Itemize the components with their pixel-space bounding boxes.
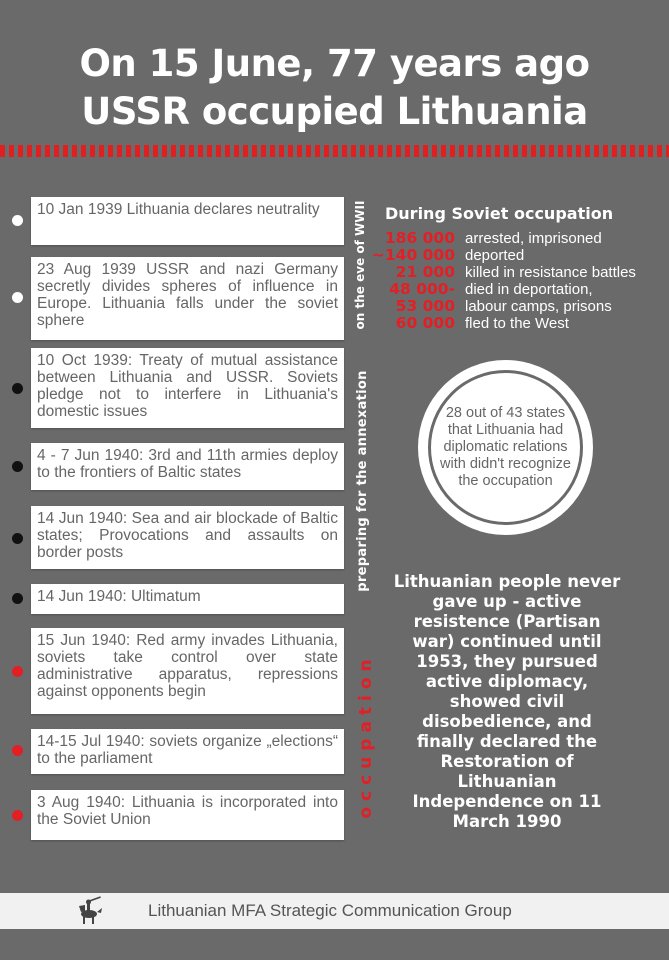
stat-label: arrested, imprisoned [465,230,602,247]
recognition-circle [418,360,593,535]
timeline-dot-black [12,533,23,544]
stat-number: 186 000 [384,229,455,247]
timeline-event-1940-jun-15: 15 Jun 1940: Red army invades Lithuania, soviets take control over state administrative apparatus, repressions against opponents begin [31,628,344,714]
stat-row [340,298,660,315]
timeline-dot-red [12,745,23,756]
footer-credit: Lithuanian MFA Strategic Communication Group [148,901,512,920]
footer-bar [0,893,669,929]
timeline-dot-black [12,383,23,394]
stat-row [340,247,660,264]
stat-label: killed in resistance battles [465,264,636,281]
vytis-knight-icon [75,896,105,926]
timeline-event-1940-aug: 3 Aug 1940: Lithuania is incorporated into the Soviet Union [31,790,344,840]
stat-label: deported [465,247,525,264]
timeline-dot-black [12,461,23,472]
stat-number: 53 000 [395,297,455,315]
stat-number: ~140 000 [371,246,455,264]
stat-number: 60 000 [395,314,455,332]
stat-label: died in deportation, [465,281,593,298]
timeline-dot-red [12,666,23,677]
stat-label: labour camps, prisons [465,298,612,315]
resistance-summary: Lithuanian people never gave up - active resistence (Partisan war) continued until 1953, they pursued active diplomacy, showed civil disobedience, and finally declared the Restoration of Lithuanian Independence on 11 March 1990 [393,572,621,831]
timeline-event-1939-jan: 10 Jan 1939 Lithuania declares neutrality [31,197,344,245]
timeline-dot-white [12,215,23,226]
timeline-event-1940-jul: 14-15 Jul 1940: soviets organize „elections“ to the parliament [31,729,344,774]
red-dashed-divider [0,145,669,157]
stat-row [340,230,660,247]
timeline-dot-white [12,292,23,303]
stat-label: fled to the West [465,315,569,332]
stat-number: 21 000 [395,263,455,281]
period-label-preparing-annexation: preparing for the annexation [355,370,370,592]
stats-title: During Soviet occupation [385,204,614,223]
timeline-event-1940-jun-4: 4 - 7 Jun 1940: 3rd and 11th armies deploy to the frontiers of Baltic states [31,443,344,490]
timeline-event-1940-jun-14-blockade: 14 Jun 1940: Sea and air blockade of Baltic states; Provocations and assaults on border posts [31,506,344,569]
timeline-event-1940-jun-14-ultimatum: 14 Jun 1940: Ultimatum [31,584,344,614]
recognition-text: 28 out of 43 states that Lithuania had diplomatic relations with didn't recognize the occupation [440,405,571,489]
stat-row [340,264,660,281]
timeline-event-1939-aug: 23 Aug 1939 USSR and nazi Germany secretly divides spheres of influence in Europe. Lithuania falls under the soviet sphere [31,257,344,340]
recognition-circle-inner [428,370,583,525]
timeline-dot-black [12,593,23,604]
stat-number: 48 000- [389,280,455,298]
timeline-dot-red [12,810,23,821]
period-label-occupation: occupation [356,653,376,819]
title-line-1: On 15 June, 77 years ago [79,42,590,85]
period-label-eve-of-wwii: on the eve of WWII [353,200,367,330]
title-line-2: USSR occupied Lithuania [81,90,588,133]
stat-row [340,281,660,298]
page-title [0,40,669,136]
timeline-event-1939-oct: 10 Oct 1939: Treaty of mutual assistance between Lithuania and USSR. Soviets pledge not to interfere in Lithuania's domestic issues [31,348,344,428]
stat-row [340,315,660,332]
